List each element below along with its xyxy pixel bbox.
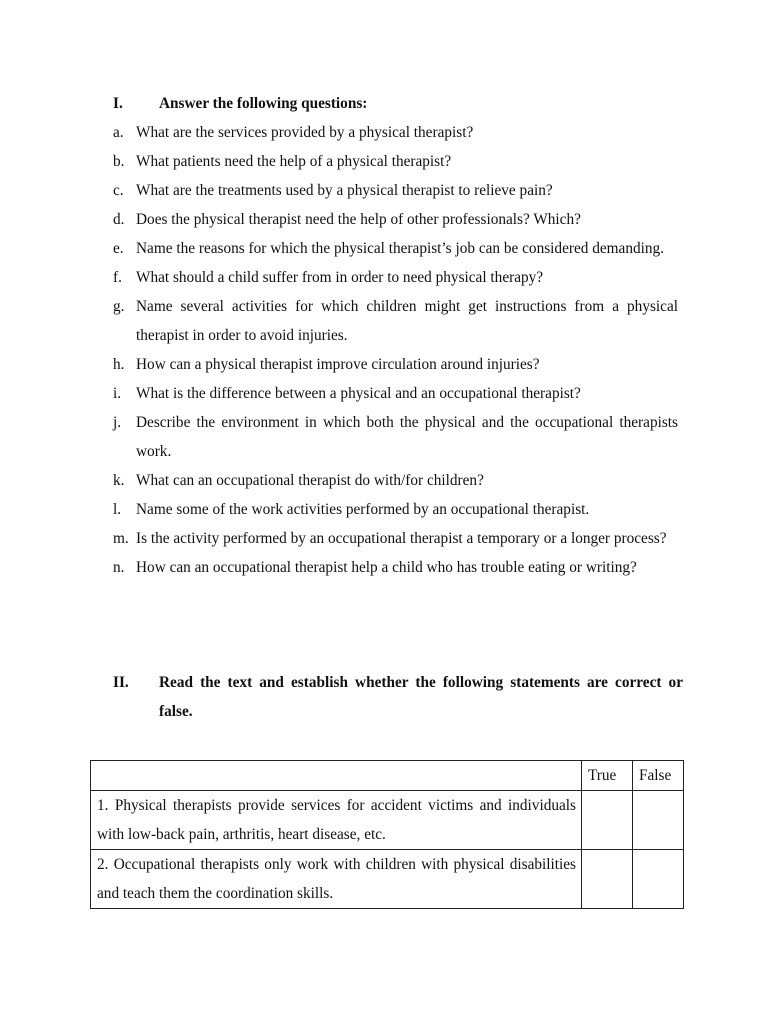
question-text: Name some of the work activities performed by an occupational therapist. — [136, 501, 590, 518]
list-item — [113, 176, 678, 205]
table-body — [91, 791, 684, 909]
question-text: What is the difference between a physical and an occupational therapist? — [136, 385, 581, 402]
question-text: Name several activities for which children might get instructions from a physical therapist in order to avoid injuries. — [136, 298, 678, 344]
question-letter: l. — [113, 501, 122, 518]
section-2-title: Read the text and establish whether the following statements are correct or false. — [159, 674, 683, 720]
list-item — [113, 408, 678, 466]
section-2-heading — [113, 668, 683, 726]
question-text: Is the activity performed by an occupational therapist a temporary or a longer process? — [136, 530, 667, 547]
true-header: True — [582, 761, 633, 791]
question-text: Name the reasons for which the physical therapist’s job can be considered demanding. — [136, 240, 665, 257]
list-item — [113, 234, 678, 263]
true-answer-cell[interactable] — [582, 850, 633, 909]
statement-header-cell — [91, 761, 582, 791]
false-answer-cell[interactable] — [633, 791, 684, 850]
question-letter: m. — [113, 530, 129, 547]
question-letter: f. — [113, 269, 122, 286]
list-item — [113, 524, 678, 553]
table-row — [91, 791, 684, 850]
list-item — [113, 205, 678, 234]
question-text: What are the treatments used by a physical therapist to relieve pain? — [136, 182, 553, 199]
question-letter: a. — [113, 124, 124, 141]
list-item — [113, 553, 678, 582]
question-text: What are the services provided by a physical therapist? — [136, 124, 474, 141]
true-answer-cell[interactable] — [582, 791, 633, 850]
question-letter: n. — [113, 559, 125, 576]
question-letter: b. — [113, 153, 125, 170]
list-item — [113, 350, 678, 379]
question-letter: g. — [113, 298, 125, 315]
list-item — [113, 263, 678, 292]
question-letter: e. — [113, 240, 124, 257]
question-letter: k. — [113, 472, 125, 489]
list-item — [113, 495, 678, 524]
statement-cell: 2. Occupational therapists only work with children with physical disabilities and teach them the coordination skills. — [91, 850, 582, 909]
section-1-heading — [113, 89, 683, 118]
statement-cell: 1. Physical therapists provide services for accident victims and individuals with low-back pain, arthritis, heart disease, etc. — [91, 791, 582, 850]
list-item — [113, 147, 678, 176]
question-list — [113, 118, 678, 582]
question-letter: d. — [113, 211, 125, 228]
question-text: What patients need the help of a physical therapist? — [136, 153, 452, 170]
question-letter: h. — [113, 356, 125, 373]
list-item — [113, 118, 678, 147]
section-1-title: Answer the following questions: — [159, 95, 368, 112]
question-letter: c. — [113, 182, 124, 199]
question-text: How can an occupational therapist help a child who has trouble eating or writing? — [136, 559, 637, 576]
true-false-table — [90, 760, 684, 909]
table-row — [91, 850, 684, 909]
section-1-number: I. — [113, 95, 123, 112]
question-text: What should a child suffer from in order to need physical therapy? — [136, 269, 544, 286]
false-answer-cell[interactable] — [633, 850, 684, 909]
false-header: False — [633, 761, 684, 791]
list-item — [113, 292, 678, 350]
question-text: Does the physical therapist need the help of other professionals? Which? — [136, 211, 581, 228]
question-text: What can an occupational therapist do with/for children? — [136, 472, 484, 489]
section-2-number: II. — [113, 674, 129, 691]
list-item — [113, 379, 678, 408]
table-header-row — [91, 761, 684, 791]
question-letter: j. — [113, 414, 122, 431]
question-text: How can a physical therapist improve circulation around injuries? — [136, 356, 540, 373]
list-item — [113, 466, 678, 495]
question-text: Describe the environment in which both the physical and the occupational therapists work. — [136, 414, 678, 460]
question-letter: i. — [113, 385, 122, 402]
